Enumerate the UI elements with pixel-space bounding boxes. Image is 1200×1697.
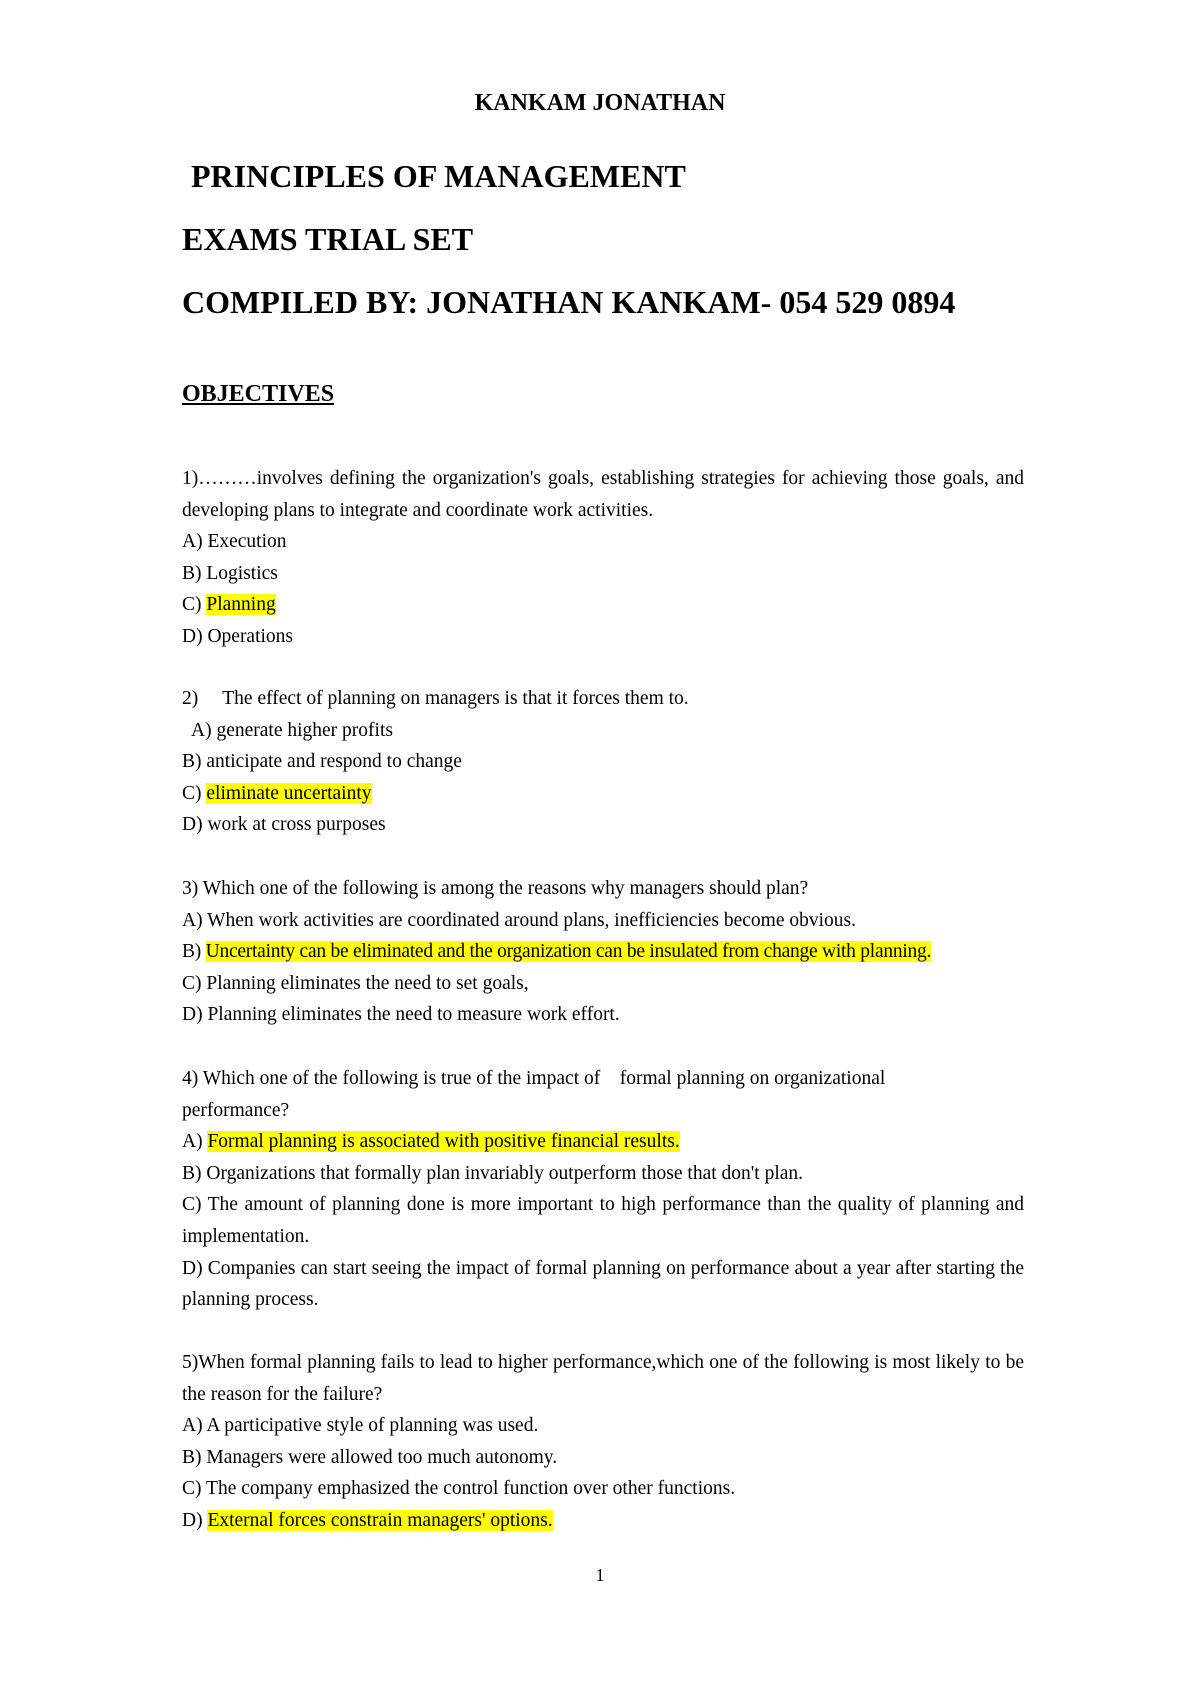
option-text: Companies can start seeing the impact of formal planning on performance about a year after starting the planning process. xyxy=(182,1257,1025,1311)
option-b xyxy=(182,936,1024,968)
option-letter: B) xyxy=(182,1162,207,1184)
option-text: work at cross purposes xyxy=(207,814,386,836)
option-c xyxy=(182,968,1024,1000)
option-letter: D) xyxy=(182,1509,208,1531)
option-letter: C) xyxy=(182,1478,207,1500)
question-stem: 4) Which one of the following is true of the impact of formal planning on organizational performance? xyxy=(182,1068,891,1121)
option-letter: D) xyxy=(182,1257,208,1279)
option-letter: D) xyxy=(182,625,208,647)
option-text: A participative style of planning was used. xyxy=(206,1415,539,1437)
option-letter: A) xyxy=(182,1131,208,1153)
option-a xyxy=(182,1410,1024,1442)
option-d xyxy=(182,999,1024,1031)
option-d xyxy=(182,621,1024,653)
option-text: The amount of planning done is more important to high performance than the quality of planning and implementation. xyxy=(182,1194,1024,1247)
option-d xyxy=(182,1253,1024,1316)
option-b xyxy=(182,746,1024,778)
option-b xyxy=(182,1158,1024,1190)
option-letter: C) xyxy=(182,594,207,616)
question-2 xyxy=(182,683,1024,841)
option-c xyxy=(182,1473,1024,1505)
question-5 xyxy=(182,1347,1024,1537)
option-b xyxy=(182,558,1024,590)
question-1 xyxy=(182,463,1024,653)
option-text: Planning eliminates the need to set goals, xyxy=(206,972,529,994)
option-text: Operations xyxy=(207,625,294,647)
question-4 xyxy=(182,1063,1024,1316)
question-stem: 1)………involves defining the organization's goals, establishing strategies for achieving those goals, and developing plans to integrate and coordinate work activities. xyxy=(182,468,1024,521)
set-title: EXAMS TRIAL SET xyxy=(182,221,474,257)
option-a xyxy=(182,1126,1024,1158)
option-letter: A) xyxy=(191,719,217,741)
highlighted-answer: Planning xyxy=(206,594,276,616)
question-stem: 3) Which one of the following is among the reasons why managers should plan? xyxy=(182,878,809,899)
option-d xyxy=(182,1505,1024,1537)
question-stem: 5)When formal planning fails to lead to higher performance,which one of the following is most likely to be the reason for the failure? xyxy=(182,1352,1024,1405)
highlighted-answer: Formal planning is associated with positive financial results. xyxy=(207,1131,680,1153)
option-a xyxy=(182,526,1024,558)
section-heading: OBJECTIVES xyxy=(182,381,335,407)
course-title: PRINCIPLES OF MANAGEMENT xyxy=(191,158,686,194)
option-text: Managers were allowed too much autonomy. xyxy=(206,1446,558,1468)
option-b xyxy=(182,1442,1024,1474)
option-letter: D) xyxy=(182,814,208,836)
option-d xyxy=(182,809,1024,841)
option-letter: B) xyxy=(182,941,206,963)
option-letter: C) xyxy=(182,972,207,994)
option-letter: C) xyxy=(182,782,207,804)
highlighted-answer: External forces constrain managers' options. xyxy=(207,1509,553,1531)
option-text: Logistics xyxy=(206,562,278,584)
option-letter: D) xyxy=(182,1004,208,1026)
option-text: Organizations that formally plan invariably outperform those that don't plan. xyxy=(206,1162,804,1184)
option-letter: A) xyxy=(182,909,208,931)
compiled-by: COMPILED BY: JONATHAN KANKAM- 054 529 0894 xyxy=(182,284,956,320)
question-3 xyxy=(182,873,1024,1031)
option-letter: A) xyxy=(182,1415,207,1437)
option-c xyxy=(182,1189,1024,1252)
highlighted-answer: Uncertainty can be eliminated and the organization can be insulated from change with planning. xyxy=(205,941,932,963)
page-number: 1 xyxy=(595,1565,605,1585)
option-letter: A) xyxy=(182,531,208,553)
author-name: KANKAM JONATHAN xyxy=(474,90,726,116)
option-text: anticipate and respond to change xyxy=(206,751,462,773)
option-letter: B) xyxy=(182,751,207,773)
option-text: Planning eliminates the need to measure work effort. xyxy=(207,1004,620,1026)
option-c xyxy=(182,778,1024,810)
option-text: generate higher profits xyxy=(216,719,393,741)
option-a xyxy=(182,905,1024,937)
option-c xyxy=(182,589,1024,621)
option-letter: B) xyxy=(182,1446,207,1468)
option-letter: B) xyxy=(182,562,207,584)
option-a xyxy=(182,715,1024,747)
option-text: When work activities are coordinated around plans, inefficiencies become obvious. xyxy=(207,909,856,931)
question-stem: 2) The effect of planning on managers is that it forces them to. xyxy=(182,688,689,709)
option-text: The company emphasized the control function over other functions. xyxy=(206,1478,736,1500)
option-text: Execution xyxy=(207,531,287,553)
highlighted-answer: eliminate uncertainty xyxy=(206,782,372,804)
option-letter: C) xyxy=(182,1194,208,1216)
